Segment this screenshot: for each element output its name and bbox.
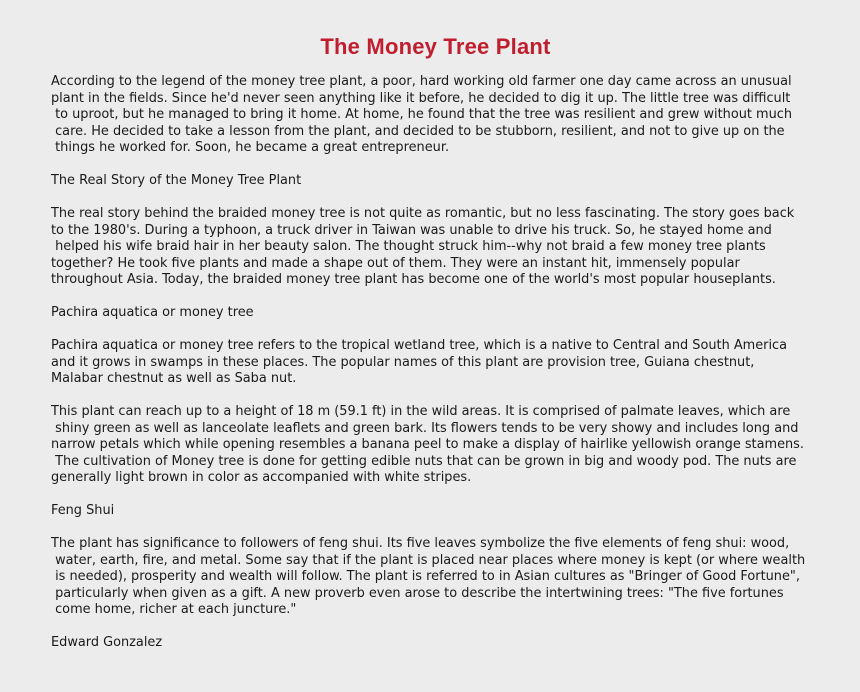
- heading-pachira: [51, 305, 840, 322]
- text-line: helped his wife braid hair in her beauty salon. The thought struck him--why not braid a few money tree plants: [51, 239, 766, 254]
- text-line: The Real Story of the Money Tree Plant: [51, 173, 302, 188]
- heading-feng-shui: [51, 503, 840, 520]
- text-line: particularly when given as a gift. A new proverb even arose to describe the intertwining trees: "The five fortunes: [51, 585, 784, 601]
- paragraph-gap: [51, 322, 840, 339]
- feng-shui-paragraph: [51, 536, 840, 619]
- text-line: things he worked for. Soon, he became a great entrepreneur.: [51, 140, 450, 155]
- text-line: is needed), prosperity and wealth will follow. The plant is referred to in Asian cultures as "Bringer of Good Fortune",: [51, 569, 800, 584]
- document-body: [51, 74, 840, 652]
- page-title: The Money Tree Plant: [320, 34, 551, 59]
- text-line: together? He took five plants and made a shape out of them. They were an instant hit, immensely popular: [51, 255, 740, 271]
- pachira-paragraph: [51, 338, 840, 388]
- text-line: Edward Gonzalez: [51, 635, 163, 650]
- text-line: narrow petals which while opening resembles a banana peel to make a display of hairlike yellowish orange stamens.: [51, 437, 804, 452]
- text-line: come home, richer at each juncture.": [51, 602, 297, 617]
- text-line: shiny green as well as lanceolate leaflets and green bark. Its flowers tends to be very showy and includes long and: [51, 420, 799, 436]
- text-line: The real story behind the braided money tree is not quite as romantic, but no less fascinating. The story goes back: [51, 206, 795, 221]
- text-line: This plant can reach up to a height of 18 m (59.1 ft) in the wild areas. It is comprised of palmate leaves, which are: [51, 404, 791, 419]
- text-line: plant in the fields. Since he'd never seen anything like it before, he decided to dig it up. The little tree was difficult: [51, 90, 791, 106]
- text-line: Feng Shui: [51, 503, 115, 518]
- text-line: Malabar chestnut as well as Saba nut.: [51, 371, 297, 386]
- paragraph-gap: [51, 520, 840, 537]
- paragraph-gap: [51, 190, 840, 207]
- text-line: throughout Asia. Today, the braided money tree plant has become one of the world's most popular houseplants.: [51, 272, 776, 287]
- text-line: and it grows in swamps in these places. The popular names of this plant are provision tree, Guiana chestnut,: [51, 354, 755, 370]
- text-line: According to the legend of the money tree plant, a poor, hard working old farmer one day came across an unusual: [51, 74, 792, 89]
- intro-paragraph: [51, 74, 840, 157]
- text-line: Pachira aquatica or money tree refers to the tropical wetland tree, which is a native to Central and South America: [51, 338, 788, 353]
- text-line: The plant has significance to followers of feng shui. Its five leaves symbolize the five elements of feng shui: wood,: [51, 536, 790, 551]
- text-line: care. He decided to take a lesson from the plant, and decided to be stubborn, resilient, and not to give up on the: [51, 123, 785, 139]
- text-line: The cultivation of Money tree is done for getting edible nuts that can be grown in big and woody pod. The nuts are: [51, 453, 797, 469]
- paragraph-gap: [51, 157, 840, 174]
- heading-real-story: [51, 173, 840, 190]
- paragraph-gap: [51, 289, 840, 306]
- real-story-paragraph: [51, 206, 840, 289]
- paragraph-gap: [51, 388, 840, 405]
- text-line: to the 1980's. During a typhoon, a truck driver in Taiwan was unable to drive his truck. So, he stayed home and: [51, 222, 772, 238]
- text-line: water, earth, fire, and metal. Some say that if the plant is placed near places where money is kept (or where wealth: [51, 552, 806, 568]
- author-name: [51, 635, 840, 652]
- text-line: to uproot, but he managed to bring it home. At home, he found that the tree was resilient and grew without much: [51, 107, 793, 122]
- text-line: Pachira aquatica or money tree: [51, 305, 254, 320]
- paragraph-gap: [51, 487, 840, 504]
- description-paragraph: [51, 404, 840, 487]
- paragraph-gap: [51, 619, 840, 636]
- text-line: generally light brown in color as accompanied with white stripes.: [51, 470, 472, 485]
